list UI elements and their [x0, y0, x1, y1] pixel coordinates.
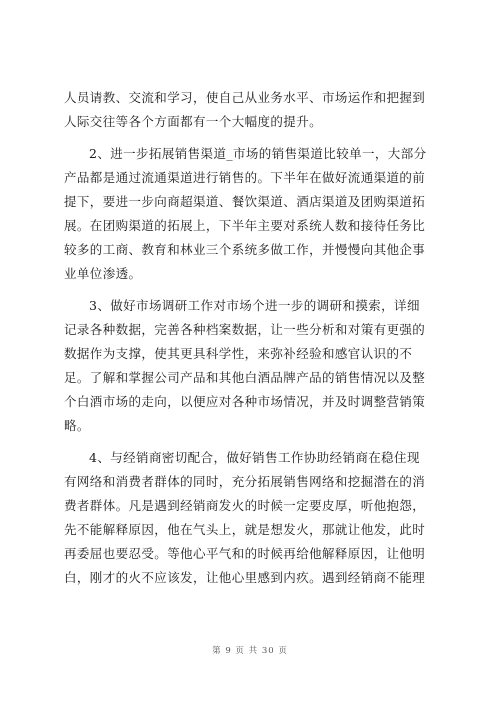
text-line: 足。了解和掌握公司产品和其他白酒品牌产品的销售情况以及整	[64, 370, 426, 385]
text-line: 提下，要进一步向商超渠道、餐饮渠道、酒店渠道及团购渠道拓	[64, 194, 426, 209]
text-line: 再委屈也要忍受。等他心平气和的时候再给他解释原因，让他明	[64, 546, 426, 561]
text-line: 费者群体。凡是遇到经销商发火的时候一定要皮厚，听他抱怨，	[64, 498, 426, 513]
paragraph-4	[64, 446, 446, 590]
text-line: 有网络和消费者群体的同时，充分拓展销售网络和挖掘潜在的消	[64, 474, 426, 489]
text-line: 产品都是通过流通渠道进行销售的。下半年在做好流通渠道的前	[64, 170, 426, 185]
text-line: 人员请教、交流和学习，使自己从业务水平、市场运作和把握到	[64, 90, 426, 105]
text-line: 4、与经销商密切配合，做好销售工作协助经销商在稳住现	[89, 450, 420, 465]
page-number-footer: 第 9 页 共 30 页	[212, 646, 288, 656]
paragraph-3	[64, 294, 446, 438]
text-line: 3、做好市场调研工作对市场个进一步的调研和摸索，详细	[89, 298, 420, 313]
paragraph-2	[64, 142, 446, 286]
text-line: 较多的工商、教育和林业三个系统多做工作，并慢慢向其他企事	[64, 242, 426, 257]
document-body	[64, 86, 446, 598]
text-line: 数据作为支撑，使其更具科学性，来弥补经验和感官认识的不	[64, 346, 413, 361]
text-line: 略。	[64, 418, 90, 433]
paragraph-1	[64, 86, 446, 134]
text-line: 人际交往等各个方面都有一个大幅度的提升。	[64, 114, 323, 129]
text-line: 个白酒市场的走向，以便应对各种市场情况，并及时调整营销策	[64, 394, 426, 409]
text-line: 先不能解释原因，他在气头上，就是想发火，那就让他发，此时	[64, 522, 426, 537]
text-line: 2、进一步拓展销售渠道_市场的销售渠道比较单一，大部分	[89, 146, 427, 161]
text-line: 白，刚才的火不应该发，让他心里感到内疚。遇到经销商不能理	[64, 570, 426, 585]
text-line: 展。在团购渠道的拓展上，下半年主要对系统人数和接待任务比	[64, 218, 426, 233]
text-line: 业单位渗透。	[64, 266, 142, 281]
text-line: 记录各种数据，完善各种档案数据，让一些分析和对策有更强的	[64, 322, 426, 337]
